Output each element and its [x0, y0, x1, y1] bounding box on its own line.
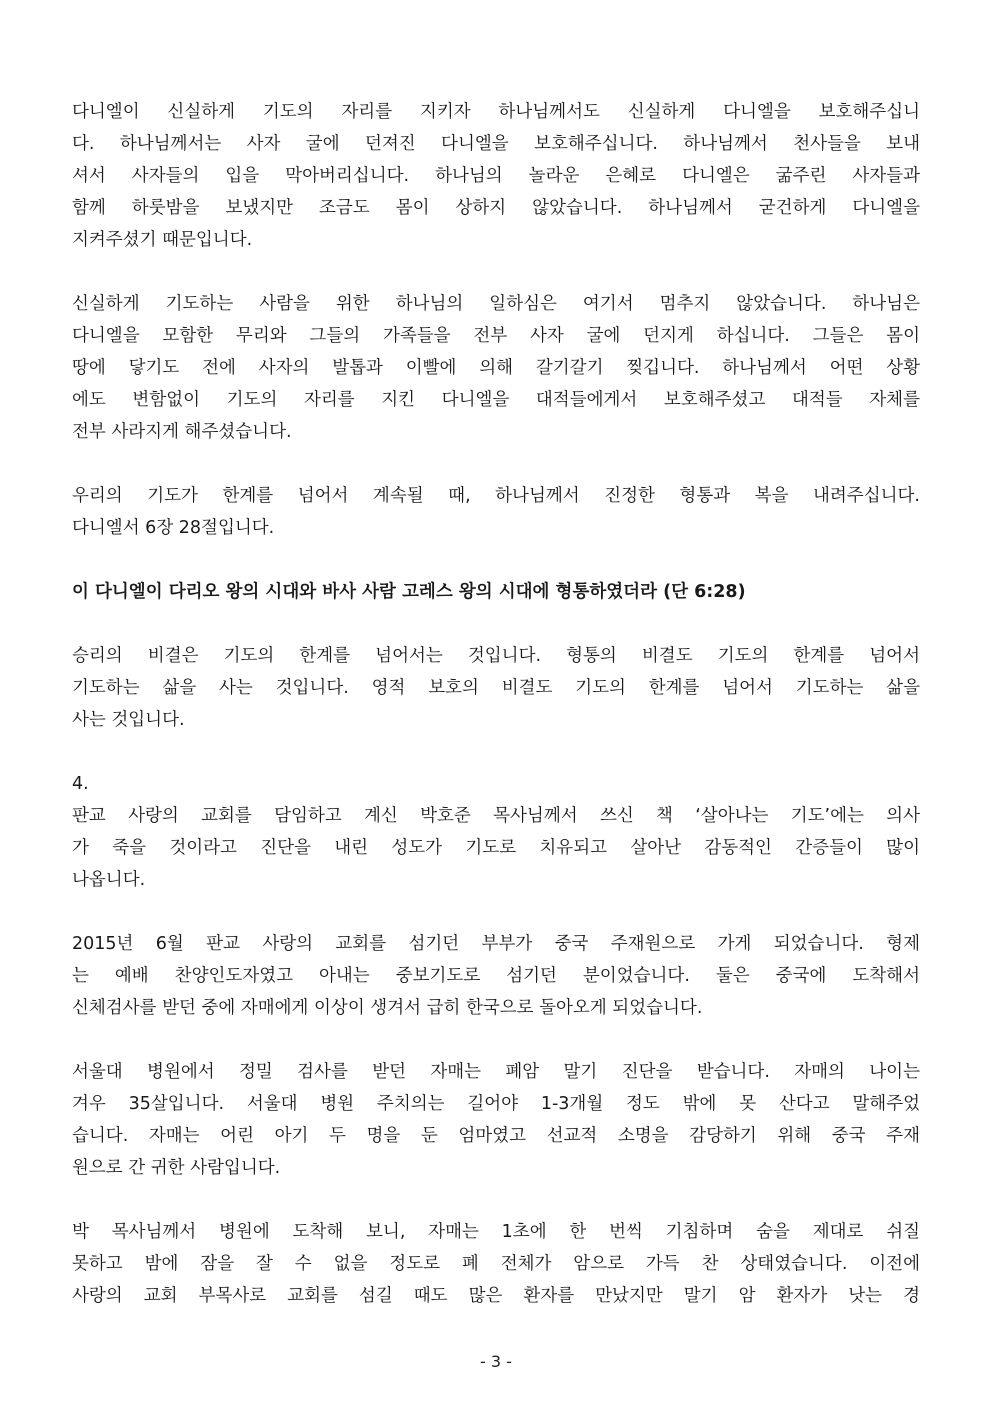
- page-number: - 3 -: [480, 1352, 512, 1371]
- document-body: [72, 96, 920, 1344]
- paragraph: [72, 1056, 920, 1184]
- text-line: 사랑의 교회 부목사로 교회를 섬길 때도 많은 환자를 만났지만 말기 암 환자가 낫는 경: [72, 1286, 920, 1306]
- paragraph: [72, 480, 920, 544]
- text-line: 다니엘을 모함한 무리와 그들의 가족들을 전부 사자 굴에 던지게 하십니다. 그들은 몸이: [72, 326, 920, 346]
- text-line: 셔서 사자들의 입을 막아버리십니다. 하나님의 놀라운 은혜로 다니엘은 굶주린 사자들과: [72, 166, 920, 186]
- text-line: 다. 하나님께서는 사자 굴에 던져진 다니엘을 보호해주십니다. 하나님께서 천사들을 보내: [72, 134, 920, 154]
- text-line: 겨우 35살입니다. 서울대 병원 주치의는 길어야 1-3개월 정도 밖에 못 산다고 말해주었: [72, 1094, 920, 1114]
- scripture-verse: [72, 576, 920, 608]
- text-line: 전부 사라지게 해주셨습니다.: [72, 422, 292, 442]
- paragraph: [72, 288, 920, 448]
- text-line: 기도하는 삶을 사는 것입니다. 영적 보호의 비결도 기도의 한계를 넘어서 기도하는 삶을: [72, 678, 920, 698]
- text-line: 나옵니다.: [72, 870, 146, 890]
- text-line: 2015년 6월 판교 사랑의 교회를 섬기던 부부가 중국 주재원으로 가게 되었습니다. 형제: [72, 934, 920, 954]
- paragraph: [72, 96, 920, 256]
- text-line: 다니엘이 신실하게 기도의 자리를 지키자 하나님께서도 신실하게 다니엘을 보호해주십니: [72, 102, 920, 122]
- text-line: 4.: [72, 774, 89, 794]
- text-line: 못하고 밤에 잠을 잘 수 없을 정도로 폐 전체가 암으로 가득 찬 상태였습니다. 이전에: [72, 1254, 920, 1274]
- text-line: 신체검사를 받던 중에 자매에게 이상이 생겨서 급히 한국으로 돌아오게 되었습니다.: [72, 998, 703, 1018]
- text-line: 에도 변함없이 기도의 자리를 지킨 다니엘을 대적들에게서 보호해주셨고 대적들 자체를: [72, 390, 920, 410]
- text-line: 다니엘서 6장 28절입니다.: [72, 518, 275, 538]
- text-line: 우리의 기도가 한계를 넘어서 계속될 때, 하나님께서 진정한 형통과 복을 내려주십니다.: [72, 486, 920, 506]
- text-line: 가 죽을 것이라고 진단을 내린 성도가 기도로 치유되고 살아난 감동적인 간증들이 많이: [72, 838, 920, 858]
- text-line: 습니다. 자매는 어린 아기 두 명을 둔 엄마였고 선교적 소명을 감당하기 위해 중국 주재: [72, 1126, 920, 1146]
- paragraph: [72, 1216, 920, 1312]
- text-line: 신실하게 기도하는 사람을 위한 하나님의 일하심은 여기서 멈추지 않았습니다. 하나님은: [72, 294, 920, 314]
- text-line: 땅에 닿기도 전에 사자의 발톱과 이빨에 의해 갈기갈기 찢깁니다. 하나님께서 어떤 상황: [72, 358, 920, 378]
- text-line: 판교 사랑의 교회를 담임하고 계신 박호준 목사님께서 쓰신 책 ‘살아나는 기도’에는 의사: [72, 806, 920, 826]
- text-line: 이 다니엘이 다리오 왕의 시대와 바사 사람 고레스 왕의 시대에 형통하였더라 (단 6:28): [72, 582, 746, 602]
- paragraph: [72, 768, 920, 896]
- paragraph: [72, 640, 920, 736]
- text-line: 서울대 병원에서 정밀 검사를 받던 자매는 폐암 말기 진단을 받습니다. 자매의 나이는: [72, 1062, 920, 1082]
- text-line: 승리의 비결은 기도의 한계를 넘어서는 것입니다. 형통의 비결도 기도의 한계를 넘어서: [72, 646, 920, 666]
- text-line: 지켜주셨기 때문입니다.: [72, 230, 253, 250]
- text-line: 는 예배 찬양인도자였고 아내는 중보기도로 섬기던 분이었습니다. 둘은 중국에 도착해서: [72, 966, 920, 986]
- text-line: 원으로 간 귀한 사람입니다.: [72, 1158, 281, 1178]
- text-line: 함께 하룻밤을 보냈지만 조금도 몸이 상하지 않았습니다. 하나님께서 굳건하게 다니엘을: [72, 198, 920, 218]
- text-line: 박 목사님께서 병원에 도착해 보니, 자매는 1초에 한 번씩 기침하며 숨을 제대로 쉬질: [72, 1222, 920, 1242]
- text-line: 사는 것입니다.: [72, 710, 185, 730]
- paragraph: [72, 928, 920, 1024]
